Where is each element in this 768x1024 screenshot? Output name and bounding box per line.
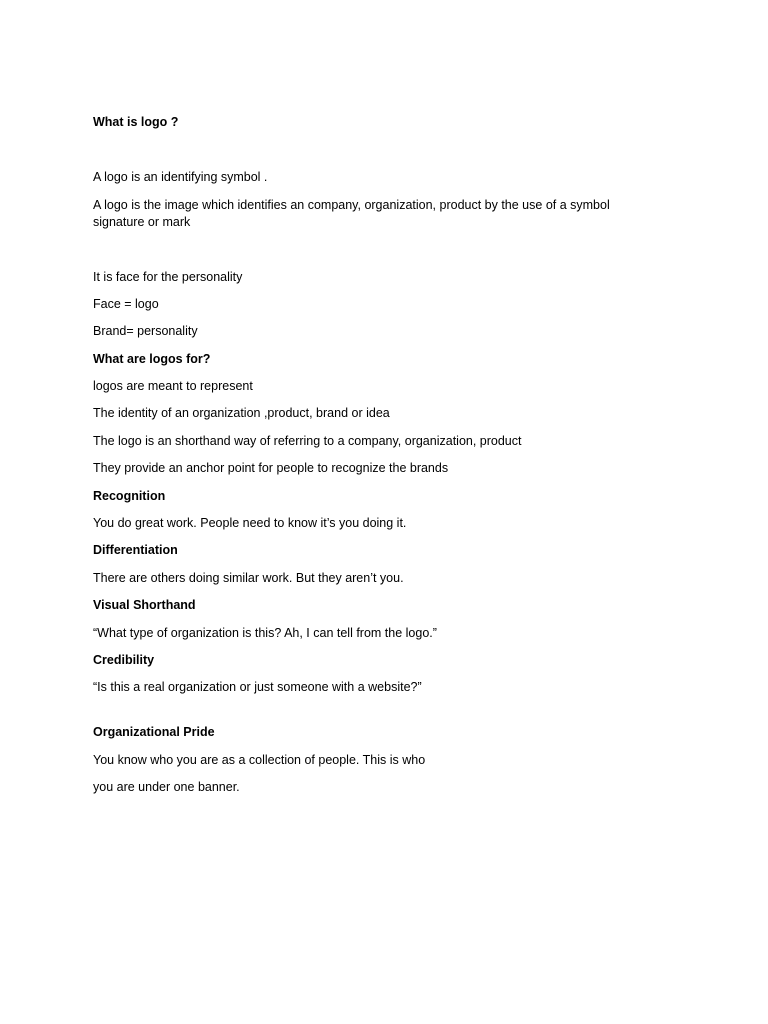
purpose-identity: The identity of an organization ,product, brand or idea xyxy=(93,406,390,420)
section-text-visual-shorthand: “What type of organization is this? Ah, I can tell from the logo.” xyxy=(93,626,437,640)
purpose-shorthand: The logo is an shorthand way of referring to a company, organization, product xyxy=(93,434,522,448)
section-heading-credibility: Credibility xyxy=(93,653,155,667)
section-text-credibility: “Is this a real organization or just someone with a website?” xyxy=(93,680,422,694)
section-heading-visual-shorthand: Visual Shorthand xyxy=(93,598,196,612)
section-heading-recognition: Recognition xyxy=(93,489,166,503)
section-heading-differentiation: Differentiation xyxy=(93,543,178,557)
definition-short: A logo is an identifying symbol . xyxy=(93,170,268,184)
pride-text-line2: you are under one banner. xyxy=(93,780,240,794)
document-title: What is logo ? xyxy=(93,115,179,129)
brand-equation: Brand= personality xyxy=(93,324,198,338)
pride-heading: Organizational Pride xyxy=(93,725,215,739)
purpose-anchor: They provide an anchor point for people to recognize the brands xyxy=(93,461,449,475)
section-text-differentiation: There are others doing similar work. But they aren’t you. xyxy=(93,571,404,585)
definition-long: A logo is the image which identifies an company, organization, product by the use of a symbol signature or mark xyxy=(93,198,610,229)
purpose-heading: What are logos for? xyxy=(93,352,211,366)
pride-text-line1: You know who you are as a collection of people. This is who xyxy=(93,753,426,767)
purpose-intro: logos are meant to represent xyxy=(93,379,253,393)
face-line: It is face for the personality xyxy=(93,270,243,284)
section-text-recognition: You do great work. People need to know it’s you doing it. xyxy=(93,516,407,530)
face-equation: Face = logo xyxy=(93,297,159,311)
